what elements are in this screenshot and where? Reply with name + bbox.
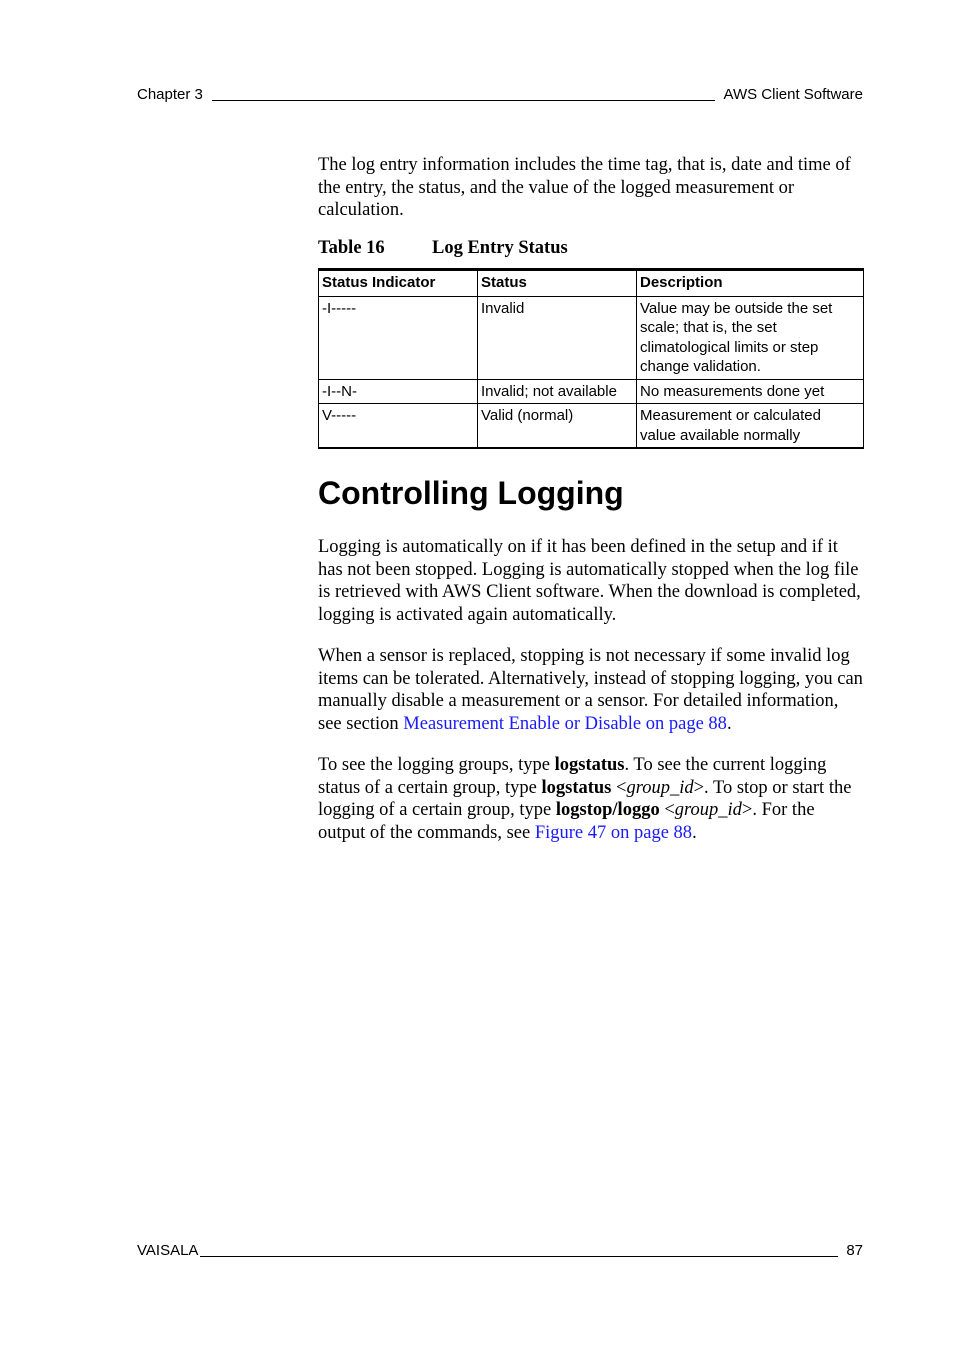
table-row [319, 379, 864, 404]
body-paragraph: To see the logging groups, type logstatus. To see the current logging status of a certain group, type logstatus <group_id>. To stop or start the logging of a certain group, type logstop/loggo <group_id>. For the output of the commands, see Figure 47 on page 88. [318, 755, 852, 843]
section-heading: Controlling Logging [318, 475, 624, 511]
cross-reference-link[interactable]: Figure 47 on page 88 [534, 822, 693, 843]
header-rule [212, 100, 715, 101]
table-cell: Invalid [478, 296, 637, 379]
footer-rule [200, 1256, 838, 1257]
table-number: Table 16 [318, 238, 385, 258]
table-header-row [319, 270, 864, 297]
table-caption [318, 238, 568, 259]
column-header: Status Indicator [319, 270, 478, 297]
table-cell: Value may be outside the set scale; that is, the set climatological limits or step change validation. [637, 296, 864, 379]
table-row [319, 296, 864, 379]
command-text: logstop/loggo [555, 800, 660, 820]
page-number: 87 [846, 1242, 863, 1259]
table-cell: -I----- [319, 296, 478, 379]
chapter-title: AWS Client Software [723, 86, 863, 103]
table-cell: Valid (normal) [478, 404, 637, 449]
log-entry-status-table [318, 268, 864, 449]
command-text: logstatus [541, 777, 612, 798]
table-row [319, 404, 864, 449]
table-cell: Measurement or calculated value available normally [637, 404, 864, 449]
argument-text: group_id [626, 777, 694, 798]
intro-paragraph: The log entry information includes the time tag, that is, date and time of the entry, the status, and the value of the logged measurement or calculation. [318, 155, 851, 220]
table-cell: Invalid; not available [478, 379, 637, 404]
table-cell: -I--N- [319, 379, 478, 404]
cross-reference-link[interactable]: Measurement Enable or Disable on page 88 [403, 713, 727, 734]
argument-text: group_id [674, 800, 742, 820]
running-header [137, 86, 863, 104]
table-title: Log Entry Status [432, 238, 568, 258]
table-cell: V----- [319, 404, 478, 449]
company-name: VAISALA [137, 1242, 199, 1259]
column-header: Status [478, 270, 637, 297]
body-paragraph: Logging is automatically on if it has been defined in the setup and if it has not been stopped. Logging is automatically stopped when the log file is retrieved with AWS Client software. When the download is completed, logging is activated again automatically. [318, 537, 861, 625]
body-paragraph: When a sensor is replaced, stopping is not necessary if some invalid log items can be tolerated. Alternatively, instead of stopping logging, you can manually disable a measurement or a sensor. For detailed information, see section Measurement Enable or Disable on page 88. [318, 646, 863, 734]
command-text: logstatus [554, 755, 625, 775]
chapter-label: Chapter 3 [137, 86, 203, 103]
table-cell: No measurements done yet [637, 379, 864, 404]
running-footer [137, 1242, 863, 1260]
column-header: Description [637, 270, 864, 297]
